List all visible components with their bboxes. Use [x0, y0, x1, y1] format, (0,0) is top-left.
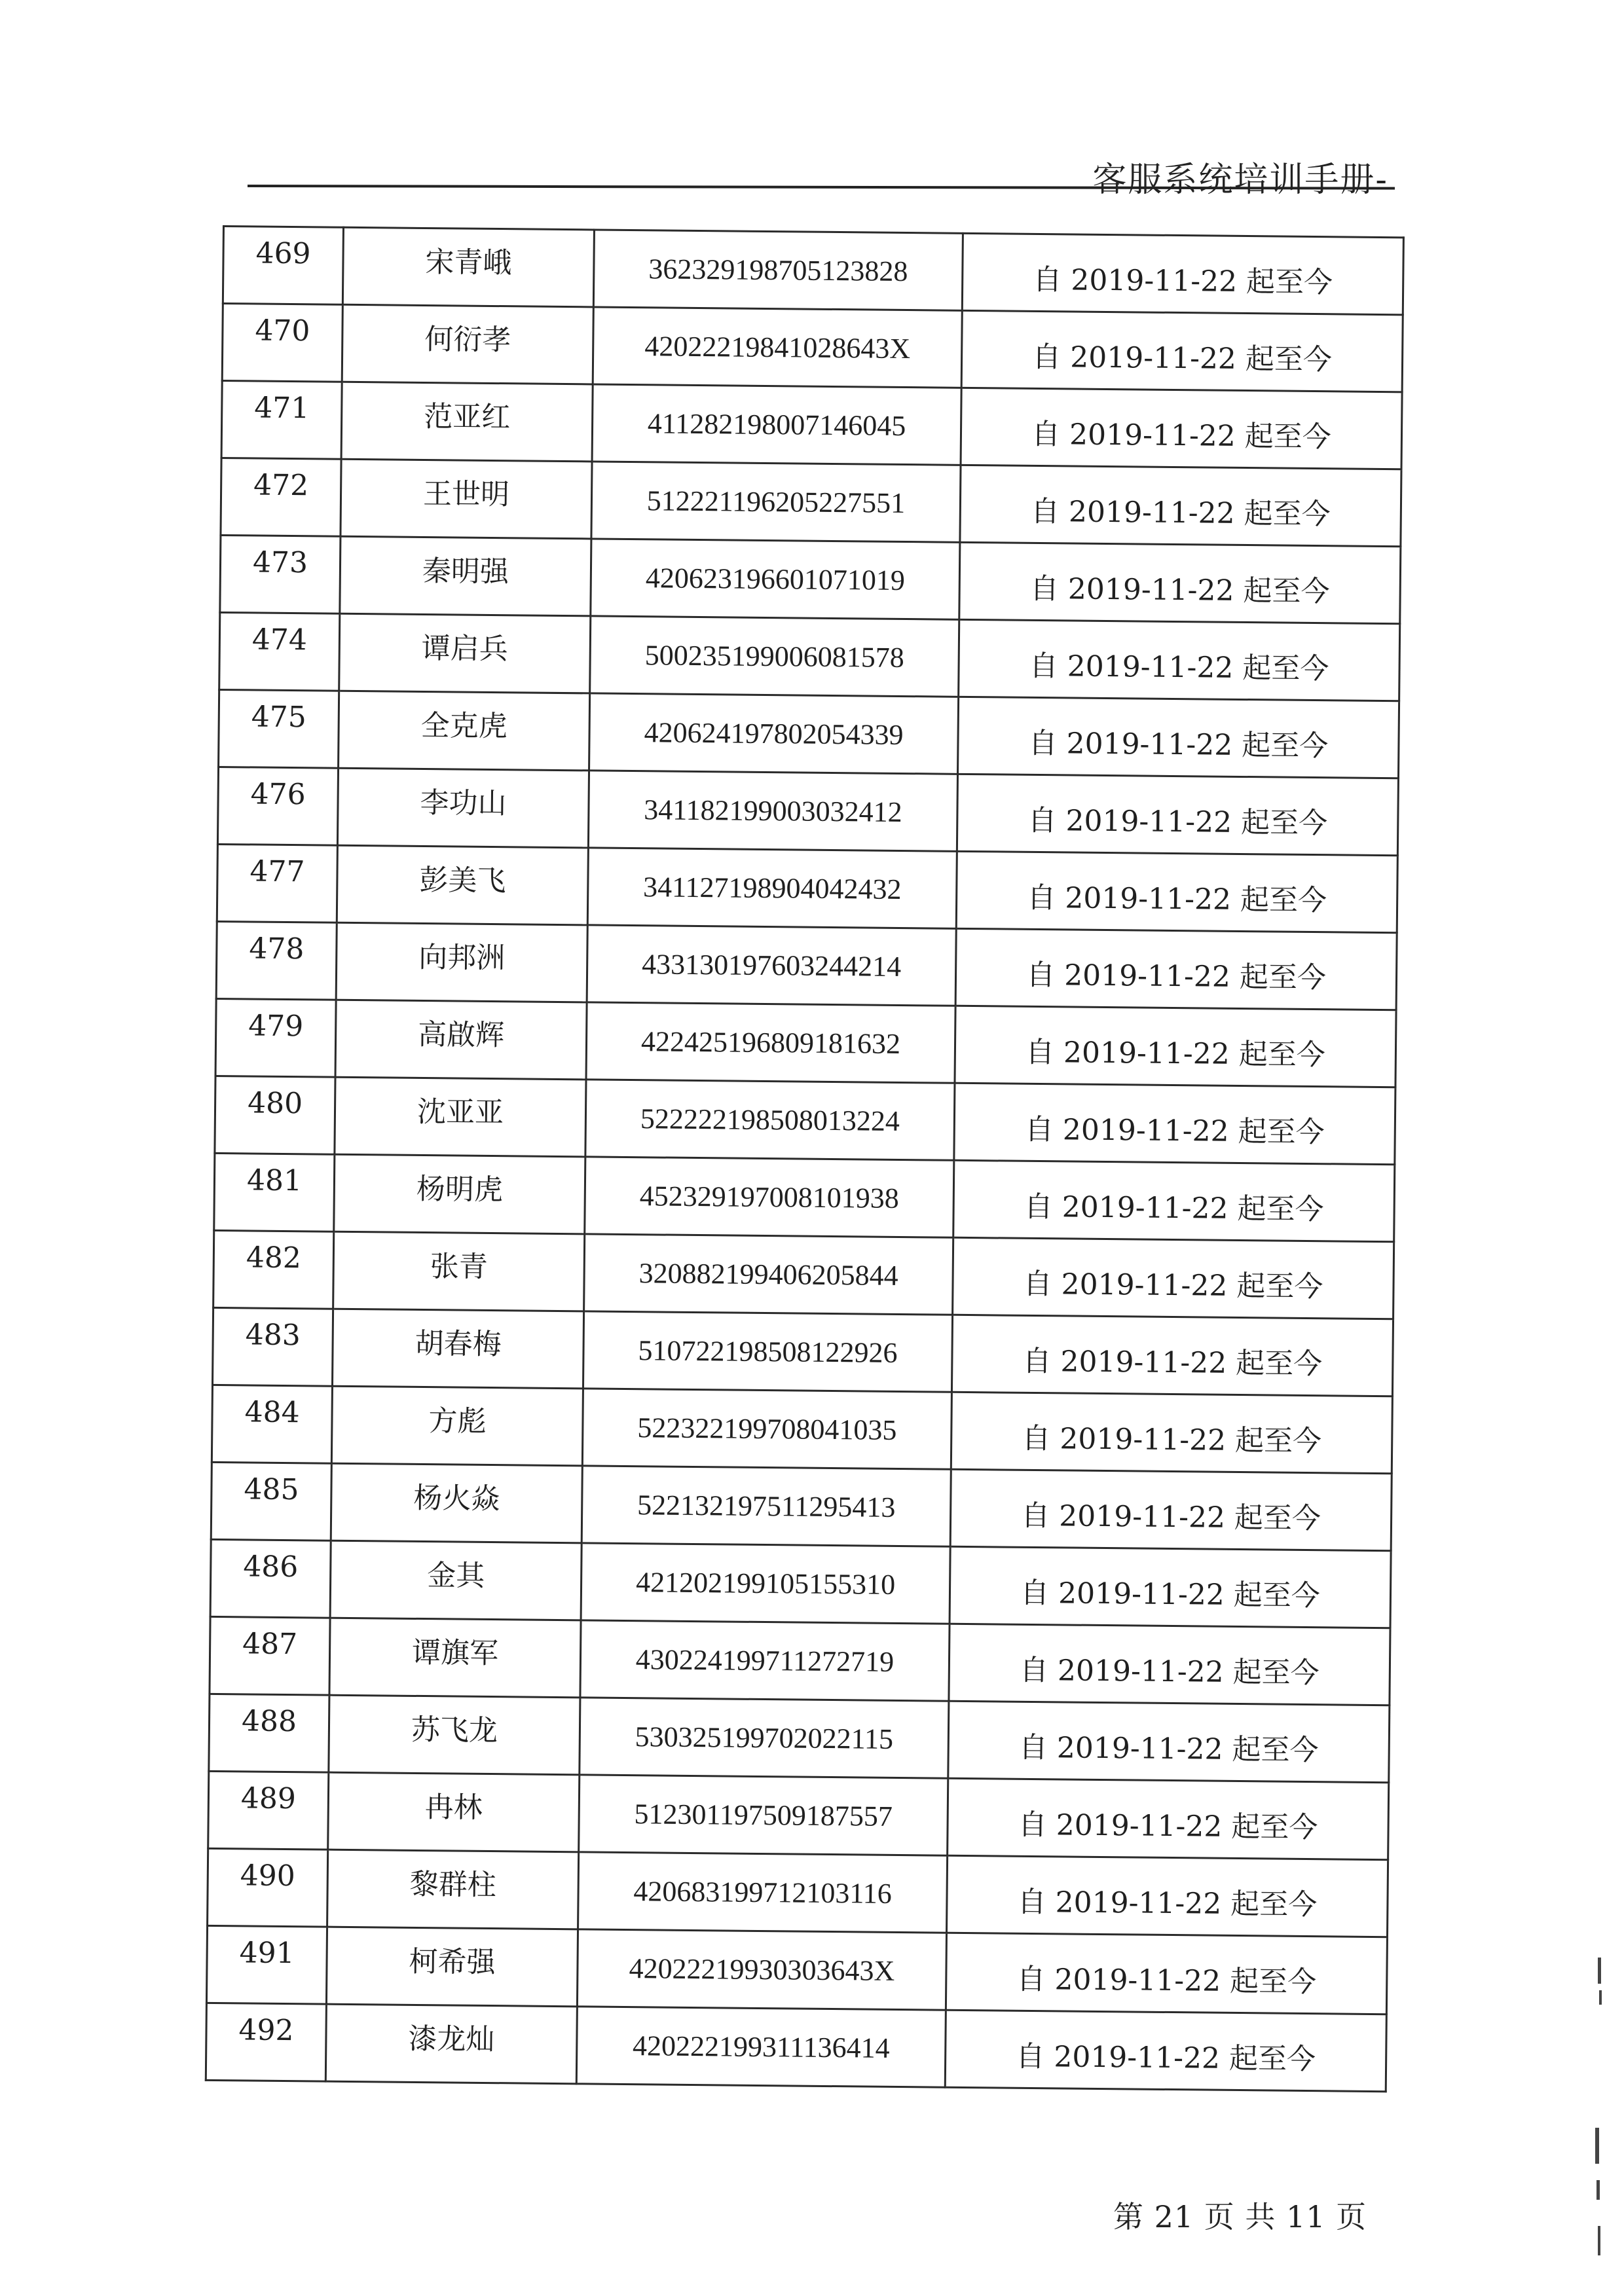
table-row	[212, 1385, 1392, 1473]
name-cell	[333, 1231, 585, 1311]
id-number-cell	[591, 462, 961, 542]
name-cell	[335, 1077, 586, 1157]
id-number-cell-text: 512301197509187557	[634, 1798, 893, 1832]
name-cell-text: 高啟辉	[417, 1017, 505, 1052]
name-cell	[341, 382, 593, 462]
id-number-cell-text: 341182199003032412	[644, 793, 902, 829]
row-number-cell	[219, 612, 340, 691]
row-number-cell-text: 486	[243, 1550, 299, 1584]
period-cell	[959, 619, 1400, 701]
period-cell	[961, 388, 1402, 469]
id-number-cell	[585, 1157, 954, 1237]
scan-artifact-mark	[1596, 2180, 1600, 2200]
name-cell	[327, 1850, 579, 1929]
row-number-cell-text: 476	[250, 777, 306, 812]
table-row	[217, 767, 1398, 855]
id-number-cell-text: 510722198508122926	[638, 1334, 898, 1369]
id-number-cell-text: 420624197802054339	[644, 716, 904, 752]
name-cell	[334, 1154, 585, 1234]
id-number-cell-text: 430224199711272719	[635, 1643, 895, 1678]
row-number-cell	[221, 381, 342, 460]
name-cell	[342, 304, 593, 384]
period-cell	[960, 465, 1401, 546]
row-number-cell	[215, 1076, 335, 1154]
row-number-cell	[210, 1616, 330, 1695]
period-cell-text: 自 2019-11-22 起至今	[1024, 1112, 1325, 1149]
id-number-cell	[586, 1002, 955, 1083]
row-number-cell-text: 470	[255, 314, 310, 348]
period-cell-text: 自 2019-11-22 起至今	[1032, 340, 1333, 376]
period-cell-text: 自 2019-11-22 起至今	[1018, 1808, 1318, 1844]
scan-artifact-mark	[1595, 2128, 1599, 2164]
table-row	[220, 535, 1401, 623]
id-number-cell	[581, 1466, 951, 1546]
name-cell	[329, 1695, 580, 1775]
period-cell-text: 自 2019-11-22 起至今	[1025, 958, 1327, 994]
name-cell-text: 苏飞龙	[411, 1713, 498, 1747]
row-number-cell	[221, 458, 341, 536]
row-number-cell-text: 475	[251, 700, 307, 735]
name-cell	[339, 613, 591, 693]
period-cell-text: 自 2019-11-22 起至今	[1024, 1190, 1324, 1226]
name-cell-text: 胡春梅	[415, 1326, 502, 1361]
id-number-cell	[579, 1775, 948, 1855]
id-number-cell-text: 433130197603244214	[641, 948, 902, 983]
period-cell	[951, 1392, 1392, 1473]
period-cell-text: 自 2019-11-22 起至今	[1018, 1730, 1319, 1767]
row-number-cell-text: 489	[240, 1781, 297, 1816]
row-number-cell	[215, 998, 336, 1077]
name-cell-text: 全克虎	[420, 708, 507, 743]
id-number-cell	[592, 384, 961, 465]
id-number-cell	[584, 1234, 953, 1315]
row-number-cell-text: 492	[238, 2013, 294, 2048]
id-number-cell-text: 522132197511295413	[637, 1489, 896, 1523]
row-number-cell-text: 487	[242, 1627, 298, 1662]
period-cell	[949, 1624, 1390, 1705]
period-cell-text: 自 2019-11-22 起至今	[1029, 649, 1329, 685]
table-row	[211, 1462, 1392, 1550]
table-row	[210, 1616, 1390, 1705]
name-cell-text: 张青	[430, 1249, 488, 1284]
row-number-cell-text: 491	[239, 1936, 295, 1971]
row-number-cell	[208, 1771, 329, 1850]
row-number-cell-text: 484	[244, 1395, 300, 1430]
table-row	[223, 227, 1403, 315]
name-cell-text: 秦明强	[422, 554, 509, 589]
name-cell-text: 杨火焱	[413, 1481, 500, 1516]
period-cell	[947, 1855, 1388, 1937]
table-row	[221, 381, 1402, 469]
table-row	[208, 1848, 1388, 1937]
period-cell-text: 自 2019-11-22 起至今	[1022, 1421, 1322, 1458]
row-number-cell	[206, 1925, 327, 2004]
row-number-cell-text: 488	[241, 1704, 297, 1739]
period-cell	[959, 542, 1401, 623]
id-number-cell-text: 452329197008101938	[639, 1180, 900, 1214]
period-cell-text: 自 2019-11-22 起至今	[1016, 2039, 1316, 2076]
name-cell-text: 谭旗军	[411, 1635, 499, 1670]
name-cell-text: 漆龙灿	[408, 2022, 495, 2056]
id-number-cell	[588, 771, 957, 851]
table-row	[215, 998, 1396, 1087]
table-row	[206, 2003, 1386, 2091]
period-cell-text: 自 2019-11-22 起至今	[1028, 726, 1329, 763]
name-cell	[331, 1463, 582, 1543]
id-number-cell-text: 512221196205227551	[646, 484, 906, 520]
table-row	[214, 1153, 1395, 1241]
row-number-cell	[223, 227, 343, 305]
row-number-cell	[212, 1307, 333, 1386]
table-row	[210, 1539, 1391, 1628]
id-number-cell	[582, 1389, 951, 1469]
id-number-cell-text: 500235199006081578	[644, 639, 904, 674]
page-number: 第 21 页 共 11 页	[1113, 2199, 1367, 2234]
name-cell-text: 王世明	[422, 477, 510, 511]
period-cell-text: 自 2019-11-22 起至今	[1027, 881, 1327, 917]
id-number-cell	[585, 1080, 955, 1160]
period-cell-text: 自 2019-11-22 起至今	[1033, 263, 1333, 299]
id-number-cell	[593, 307, 962, 388]
period-cell	[958, 697, 1399, 778]
period-cell-text: 自 2019-11-22 起至今	[1022, 1344, 1323, 1381]
period-cell	[955, 928, 1397, 1010]
name-cell-text: 宋青峨	[425, 245, 512, 280]
id-number-cell	[580, 1620, 950, 1701]
row-number-cell	[217, 767, 338, 845]
name-cell	[339, 691, 590, 771]
period-cell-text: 自 2019-11-22 起至今	[1023, 1267, 1323, 1303]
name-cell	[337, 845, 588, 925]
row-number-cell-text: 471	[254, 391, 310, 426]
name-cell	[326, 1927, 578, 2007]
period-cell	[956, 851, 1397, 932]
id-number-cell-text: 420683199712103116	[633, 1875, 893, 1910]
period-cell	[954, 1083, 1395, 1164]
scan-artifact-mark	[1598, 2226, 1600, 2255]
id-number-cell	[593, 230, 963, 310]
id-number-cell-text: 420623196601071019	[645, 562, 906, 597]
table-row	[215, 1076, 1395, 1164]
row-number-cell-text: 474	[251, 623, 308, 657]
id-number-cell	[576, 2007, 946, 2087]
id-number-cell-text: 522322199708041035	[637, 1412, 897, 1446]
row-number-cell	[213, 1230, 334, 1309]
row-number-cell-text: 469	[255, 236, 311, 271]
name-cell-text: 黎群柱	[409, 1867, 496, 1902]
period-cell-text: 自 2019-11-22 起至今	[1020, 1576, 1321, 1613]
id-number-cell-text: 341127198904042432	[642, 871, 902, 905]
name-cell	[341, 459, 592, 539]
name-cell-text: 何衍孝	[424, 322, 511, 357]
row-number-cell-text: 490	[240, 1859, 296, 1893]
period-cell-text: 自 2019-11-22 起至今	[1031, 417, 1332, 454]
id-number-cell-text: 411282198007146045	[647, 407, 906, 443]
period-cell	[961, 310, 1403, 392]
row-number-cell-text: 485	[244, 1472, 299, 1507]
id-number-cell	[587, 925, 956, 1006]
period-cell	[950, 1546, 1391, 1628]
id-number-cell	[578, 1852, 948, 1933]
id-number-cell-text: 522222198508013224	[640, 1102, 900, 1137]
period-cell-text: 自 2019-11-22 起至今	[1016, 1962, 1317, 1999]
name-cell	[342, 227, 594, 307]
row-number-cell	[222, 304, 342, 382]
table-row	[221, 458, 1401, 546]
row-number-cell-text: 472	[253, 468, 309, 503]
period-cell	[962, 233, 1403, 314]
roster-table-wrapper	[205, 225, 1395, 2092]
name-cell-text: 柯希强	[409, 1944, 496, 1979]
name-cell-text: 李功山	[420, 786, 507, 820]
name-cell	[337, 768, 589, 848]
id-number-cell	[587, 848, 957, 928]
row-number-cell-text: 478	[249, 932, 304, 966]
id-number-cell	[580, 1698, 949, 1778]
period-cell	[957, 774, 1398, 855]
row-number-cell	[211, 1462, 331, 1540]
id-number-cell-text: 42022219841028643X	[644, 330, 911, 365]
period-cell	[948, 1701, 1390, 1782]
name-cell	[340, 536, 591, 616]
row-number-cell-text: 483	[245, 1318, 301, 1353]
id-number-cell	[581, 1543, 950, 1624]
id-number-cell	[590, 616, 959, 697]
period-cell-text: 自 2019-11-22 起至今	[1025, 1035, 1325, 1072]
table-row	[219, 689, 1399, 778]
period-cell	[955, 1006, 1396, 1087]
name-cell-text: 谭启兵	[421, 631, 509, 666]
roster-table-body	[206, 227, 1403, 2092]
name-cell	[332, 1309, 583, 1389]
period-cell-text: 自 2019-11-22 起至今	[1027, 803, 1328, 840]
id-number-cell	[583, 1311, 952, 1392]
row-number-cell-text: 480	[247, 1086, 303, 1121]
name-cell	[331, 1386, 583, 1466]
name-cell-text: 彭美飞	[419, 863, 506, 898]
period-cell	[946, 1933, 1387, 2014]
row-number-cell	[210, 1539, 331, 1618]
id-number-cell	[589, 693, 959, 774]
period-cell-text: 自 2019-11-22 起至今	[1017, 1885, 1318, 1922]
period-cell	[953, 1160, 1395, 1241]
table-row	[217, 844, 1397, 932]
name-cell	[328, 1772, 580, 1852]
row-number-cell	[206, 2003, 326, 2081]
table-row	[208, 1771, 1389, 1859]
row-number-cell-text: 481	[246, 1163, 303, 1198]
row-number-cell	[219, 689, 339, 768]
period-cell-text: 自 2019-11-22 起至今	[1019, 1653, 1320, 1690]
row-number-cell	[216, 921, 337, 1000]
row-number-cell	[209, 1694, 329, 1772]
name-cell	[335, 1000, 587, 1080]
period-cell-text: 自 2019-11-22 起至今	[1030, 494, 1331, 531]
period-cell	[953, 1237, 1394, 1319]
name-cell-text: 向邦洲	[418, 940, 506, 975]
name-cell	[336, 922, 587, 1002]
id-number-cell-text: 421202199105155310	[635, 1566, 896, 1601]
table-row	[213, 1230, 1394, 1319]
row-number-cell-text: 473	[252, 545, 308, 580]
row-number-cell	[208, 1848, 328, 1927]
table-row	[212, 1307, 1393, 1396]
period-cell	[945, 2010, 1386, 2091]
row-number-cell	[220, 535, 341, 613]
name-cell-text: 范亚红	[423, 399, 511, 434]
name-cell-text: 冉林	[424, 1790, 483, 1825]
row-number-cell-text: 482	[246, 1241, 302, 1275]
id-number-cell-text: 530325199702022115	[635, 1721, 894, 1755]
id-number-cell-text: 422425196809181632	[640, 1025, 901, 1060]
scan-artifact-mark	[1598, 1958, 1601, 1984]
table-row	[219, 612, 1400, 701]
table-row	[206, 1925, 1387, 2014]
name-cell-text: 沈亚亚	[416, 1095, 504, 1129]
period-cell-text: 自 2019-11-22 起至今	[1029, 572, 1330, 608]
name-cell	[325, 2004, 577, 2084]
row-number-cell	[214, 1153, 335, 1231]
row-number-cell	[212, 1385, 332, 1463]
name-cell	[330, 1540, 581, 1620]
id-number-cell-text: 320882199406205844	[638, 1257, 898, 1292]
roster-table	[205, 225, 1405, 2092]
row-number-cell-text: 477	[249, 854, 305, 889]
scan-artifact-mark	[1599, 1990, 1602, 2005]
table-row	[222, 304, 1403, 392]
id-number-cell	[577, 1929, 946, 2010]
name-cell-text: 金其	[426, 1558, 485, 1593]
name-cell-text: 方彪	[428, 1404, 487, 1438]
period-cell	[951, 1315, 1393, 1396]
id-number-cell-text: 420222199311136414	[632, 2030, 890, 2064]
period-cell-text: 自 2019-11-22 起至今	[1021, 1499, 1321, 1535]
header-title: 客服系统培训手册-	[1092, 160, 1388, 200]
period-cell	[948, 1778, 1389, 1859]
row-number-cell-text: 479	[248, 1009, 304, 1044]
table-row	[216, 921, 1397, 1010]
table-row	[209, 1694, 1390, 1782]
name-cell-text: 杨明虎	[416, 1172, 504, 1207]
id-number-cell-text: 42022219930303643X	[629, 1952, 895, 1987]
name-cell	[329, 1618, 581, 1698]
row-number-cell	[217, 844, 337, 922]
period-cell	[950, 1469, 1392, 1550]
id-number-cell	[591, 539, 960, 619]
id-number-cell-text: 362329198705123828	[648, 253, 908, 288]
